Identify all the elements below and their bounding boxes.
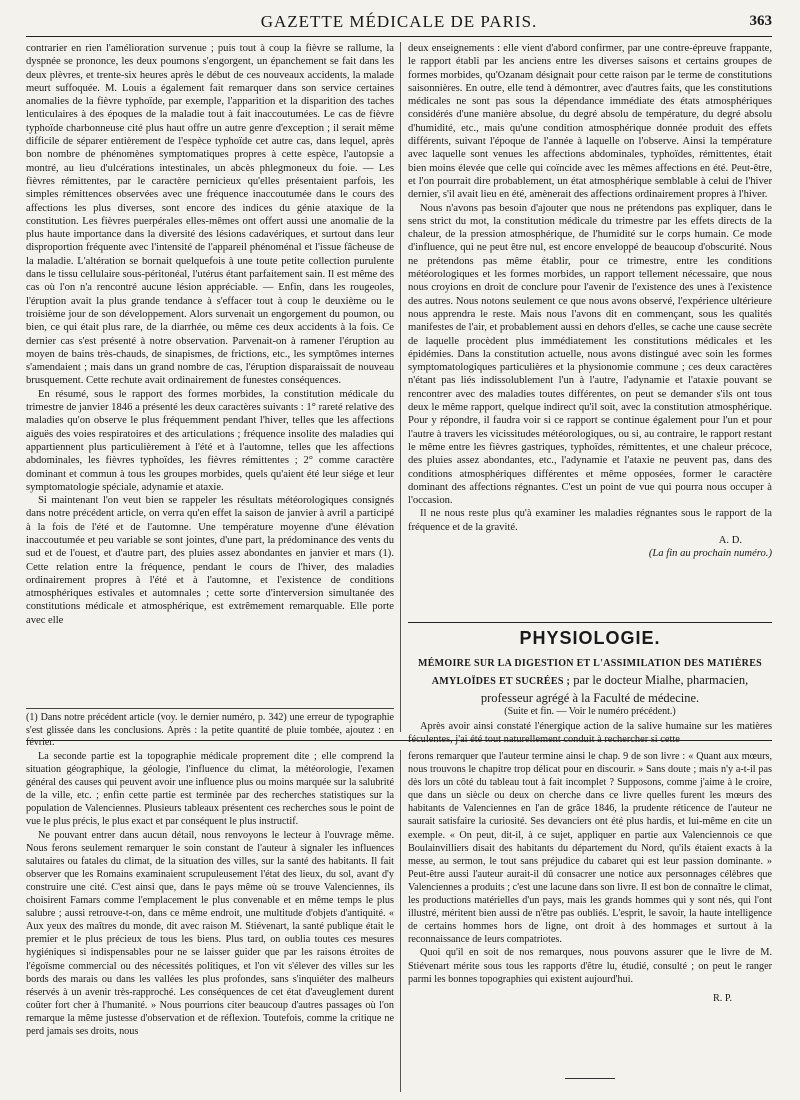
section-title: PHYSIOLOGIE. xyxy=(519,628,661,648)
article-body xyxy=(408,720,772,746)
footnote-rule xyxy=(26,708,394,709)
paragraph: contrarier en rien l'amélioration survenue ; puis tout à coup la fièvre se rallume, la dyspnée se prononce, les deux poumons s'engorgent, un épanchement se fait dans les deux plèvres, et trente-six heures après le début de ces nouveaux accidents, la malade meurt suffoquée. M. Louis a également fait remarquer dans son service certaines anomalies de la fièvre typhoïde, par exemple, l'apparition et la disparition des taches lenticulaires à des époques de la maladie tout à fait inaccoutumées. Le cas de fièvre typhoïde charbonneuse cité plus haut offre un autre genre d'exception ; il serait même difficile de séparer entièrement de l'espèce typhoïde cet autre cas, dans lequel, après bon nombre de phénomènes symptomatiques propres à cette espèce, l'autopsie a montré, au lieu d'ulcérations intestinales, un abcès phlegmoneux du foie. — Les fièvres rémittentes, par le caractère pernicieux qu'elles présentaient parfois, les simples rémittences observées avec une fréquence inaccoutumée dans le cours des affections les plus diverses, sont encore des indices du génie ataxique de la constitution. Les fièvres puerpérales elles-mêmes ont offert aussi une anomalie de la plus haute importance dans la diversité des lésions cadavériques, et surtout dans leur disproportion fréquente avec l'intensité de l'appareil phénoménal et l'issue fâcheuse de la maladie. L'altération se bornait quelquefois à une toute petite collection purulente dans le tissu cellulaire sous-péritonéal, l'utérus étant parfaitement sain. Il est même des cas où l'on n'a rencontré aucune lésion appréciable. — Enfin, dans les rougeoles, l'éruption avait la plus grande tendance à s'effacer tout à coup le deuxième ou le troisième jour de son développement. Alors survenait un engorgement du poumon, ou bien, ce qui était plus rare, de la diarrhée, ou même ces deux accidents à la fois. Ce dernier cas s'est présenté à notre observation. Parvenait-on à ramener l'éruption au moyen de bains très-chauds, de sinapismes, de frictions, etc., les symptômes internes s'amendaient ; mais dans un grand nombre de cas, l'éruption disparaissait de nouveau brusquement. Cette rechute avait ordinairement de funestes conséquences. xyxy=(26,43,394,387)
running-head xyxy=(26,12,772,38)
column-divider xyxy=(400,42,401,732)
paragraph: Quoi qu'il en soit de nos remarques, nous pouvons assurer que le livre de M. Stiévenart mérite sous tous les rapports d'être lu, étudié, consulté ; on peut le ranger parmi les bonnes topographies qui existent aujourd'hui. xyxy=(408,947,772,985)
paragraph: deux enseignements : elle vient d'abord confirmer, par une contre-épreuve frappante, le rapport établi par les anciens entre les diverses saisons et certains groupes de formes morbides, qu'Ozanam désignait pour cette raison par le terme de constitutions saisonnières. En outre, elle tend à démontrer, avec d'autres faits, que les constitutions médicales ne sont pas sous la dépendance immédiate des états atmosphériques considérés d'une manière absolue, du degré absolu de température, du degré absolu d'humidité, etc., mais qu'une condition atmosphérique donnée produit des effets différents, suivant l'époque de l'année à laquelle on l'observe. Ainsi la température avec laquelle sont venues les affections abdominales, typhoïdes, rémittentes, était bien moins élevée que celle qui coïncide avec les mêmes affections en été. Peut-être, et l'on pourrait dire probablement, un état atmosphérique semblable à celui de l'hiver dernier, s'il avait lieu en été, amènerait des affections ordinairement propres à l'hiver. xyxy=(408,43,772,201)
page-divider xyxy=(26,740,772,741)
footnote: (1) Dans notre précédent article (voy. le dernier numéro, p. 342) une erreur de typographie s'est glissée dans les conclusions. Après : la petite quantité de pluie tombée, ajoutez : en février. xyxy=(26,712,394,748)
section-rule xyxy=(408,622,772,623)
article-title-author: par le docteur Mialhe, pharmacien, professeur agrégé à la Faculté de médecine. xyxy=(480,673,749,705)
column-bottom-right xyxy=(408,750,772,1092)
paragraph: En résumé, sous le rapport des formes morbides, la constitution médicale du trimestre de janvier 1846 a présenté les deux caractères suivants : 1° rareté relative des maladies qu'on observe le plus fréquemment pendant l'hiver, telles que les affections aiguës des voies respiratoires et des articulations ; fréquence insolite des maladies qui appartiennent plus particulièrement à l'été et à l'automne, telles que les affections abdominales, les fièvres typhoïdes, les fièvres rémittentes ; 2° comme caractère dominant et commun à tous les groupes morbides, quels qu'aient été leur siége et leur symptomatologie spéciale, adynamie et ataxie. xyxy=(26,388,394,493)
paragraph: ferons remarquer que l'auteur termine ainsi le chap. 9 de son livre : « Quant aux mœurs, nous trouvons le chapitre trop délicat pour en discourir. » Sans doute ; mais n'y a-t-il pas dès lors un côté du tableau tout à fait incomplet ? Supposons, comme j'aime à le croire, que dans un siècle ou deux on cherche dans ce livre quelles furent les mœurs des habitants de Valenciennes en l'an de grâce 1846, la prudente réticence de l'auteur ne saurait satisfaire la curiosité. Ses devanciers ont été plus hardis, et lui-même en cite un exemple. « On peut, dit-il, à ce sujet, appliquer en partie aux Valenciennois ce que Boulainvilliers disait des habitants du département du Nord, qu'ils étaient exacts à la messe, au sermon, le tout sans préjudice du cabaret qui est leur passion dominante. » Peut-être aussi l'auteur aurait-il dû consacrer une notice aux personnages célèbres que Valenciennes a produits ; c'est une lacune dans son livre. Il est bon de connaître le climat, les productions matérielles d'un pays, mais les grands hommes qui y sont nés, qui l'ont illustré, méritent bien aussi de n'être pas oubliés. L'esprit, le savoir, la haute intelligence de certains hommes hors de ligne, ont droit à des hommages et surtout à la reconnaissance de leurs compatriotes. xyxy=(408,751,772,946)
header-rule xyxy=(26,36,772,37)
journal-title: GAZETTE MÉDICALE DE PARIS. xyxy=(260,12,538,31)
article-note: (Suite et fin. — Voir le numéro précédent.) xyxy=(504,706,676,717)
continuation-note: (La fin au prochain numéro.) xyxy=(648,548,772,560)
paragraph: La seconde partie est la topographie médicale proprement dite ; elle comprend la situation géographique, la géologie, l'influence du climat, la météorologie, l'examen général des causes qui peuvent avoir une influence plus ou moins marquée sur la salubrité de la ville, etc. ; enfin cette partie est terminée par des recherches statistiques sur la population de Valenciennes. Plusieurs tableaux présentent ces recherches sous le point de vue le plus précis, le plus exact et par conséquent le plus instructif. xyxy=(26,751,394,828)
column-bottom-left xyxy=(26,750,394,1092)
paragraph: Ne pouvant entrer dans aucun détail, nous renvoyons le lecteur à l'ouvrage même. Nous ferons seulement remarquer le soin constant de l'auteur à signaler les influences salutaires ou fatales du climat, de la situation des villes, sur la santé des habitants. Il fait observer que les Romains examinaient scrupuleusement l'état des lieux, du sol, avant d'y construire une cité. C'est ainsi que, dans le pays même où se trouve Valenciennes, ils choisirent Famars comme l'emplacement le plus convenable et en même temps le plus salubre ; aussi retrouve-t-on, dans ce même endroit, une multitude d'objets d'antiquité. « Aux yeux des maîtres du monde, dit avec raison M. Stiévenart, la santé publique était le premier et le plus précieux de tous les biens. Plus tard, on oublia toutes ces mesures hygiéniques si indispensables pour ne se laisser guider que par les raisons étroites de l'égoïsme commercial ou des nécessités politiques, et l'on vit s'élever des villes sur les bords des marais ou dans les vallées les plus profondes, sans s'inquiéter des malheurs réservés à un avenir très-rapproché. Les conséquences de cet état d'aveuglement durent coûter fort cher à l'humanité. » Nous pourrions citer beaucoup d'autres passages où l'on remarque la même justesse d'observation et de réflexion. Toutefois, comme la critique ne perd jamais ses droits, nous xyxy=(26,829,394,1037)
paragraph: Après avoir ainsi constaté l'énergique action de la salive humaine sur les matières féculentes, j'ai été tout naturellement conduit à rechercher si cette xyxy=(408,721,772,745)
page-number: 363 xyxy=(749,13,772,29)
author-signature: A. D. xyxy=(718,534,742,546)
column-divider xyxy=(400,750,401,1092)
article-title xyxy=(408,654,772,706)
article-title-heading: MÉMOIRE SUR LA DIGESTION ET L'ASSIMILATION DES MATIÈRES AMYLOÏDES ET SUCRÉES ; xyxy=(417,658,763,687)
paragraph: Il ne nous reste plus qu'à examiner les maladies régnantes sous le rapport de la fréquence et de la gravité. xyxy=(408,508,772,533)
column-top-right xyxy=(408,42,772,616)
end-rule xyxy=(565,1078,615,1079)
paragraph: Nous n'avons pas besoin d'ajouter que nous ne prétendons pas expliquer, dans le sens strict du mot, la constitution médicale du trimestre par les effets directs de la chaleur, de la pression atmosphérique, de l'humidité sur le corps humain. Ce mode d'influence, qui ne peut être nul, est encore enveloppé de beaucoup d'obscurité. Nous ne prétendons pas même établir, pour ce trimestre, entre les conditions météorologiques et les formes morbides, un rapport tellement nécessaire, que nous nous croyions en droit de conclure pour l'avenir de l'existence des unes à l'existence des autres. Nous notons seulement ce que nous avons observé, l'expérience ultérieure nous apprendra le reste. Mais nous l'avons dit en commençant, sous les qualités manifestes de l'air, et probablement aussi en dehors d'elles, se cache une cause secrète de laquelle procèdent plus immédiatement les constitutions médicales et les épidémies. Dans la constitution actuelle, nous avons distingué avec soin les formes symptomatologiques particulières et la physionomie commune ; ces deux caractères n'étant pas liés indissolublement l'un à l'autre, l'adynamie et l'ataxie pouvant se rencontrer avec des maladies toutes différentes, on peut se demander s'ils ont tous deux le même rapport, quelque indirect qu'il soit, avec la constitution atmosphérique. Pour y répondre, il faudra voir si ce rapport se continue également pour l'un et pour l'autre à travers les vicissitudes météorologiques, ou si, au contraire, le rapport restant le même entre les fièvres gastriques, typhoïdes, rémittentes, et une chaleur précoce, des pluies assez abondantes, etc., l'adynamie et l'ataxie ne peuvent pas, dans des conditions atmosphériques différentes et même opposées, former le caractère dominant des affections régnantes. C'est un point de vue qui pourra nous occuper à l'occasion. xyxy=(408,202,772,507)
review-signature: R. P. xyxy=(713,992,732,1004)
column-top-left xyxy=(26,42,394,707)
paragraph: Si maintenant l'on veut bien se rappeler les résultats météorologiques consignés dans notre précédent article, on verra qu'en effet la saison de janvier à avril a participé à la fois de l'été et de l'automne. Une température moyenne d'une élévation inaccoutumée et peu variable se sont jointes, d'une part, la prédominance des vents du sud et de l'ouest, et d'autre part, des pluies assez abondantes en janvier et mars (1). Cette relation entre la fréquence, pendant le cours de l'hiver, des maladies ordinairement propres à l'été et à l'automne, et l'existence de conditions atmosphériques estivales et automnales ; cette sorte d'interversion simultanée des constitutions médicale et atmosphérique, est extrêmement remarquable. Elle porte avec elle xyxy=(26,495,394,626)
